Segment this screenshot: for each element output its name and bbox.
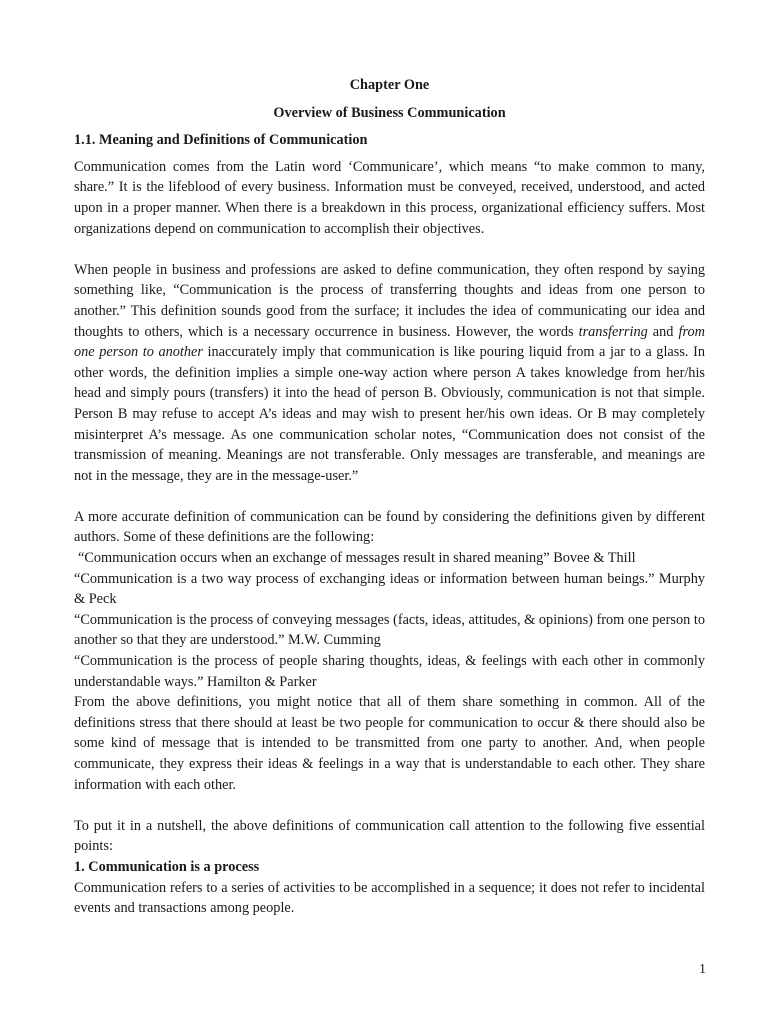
section-heading: 1.1. Meaning and Definitions of Communication [74, 132, 368, 149]
paragraph-latin-origin: Communication comes from the Latin word ‘Communicare’, which means “to make common to many, share.” It is the lifeblood of every business. Information must be conveyed, received, understood, and acted upon in a proper manner. When there is a breakdown in this process, organizational efficiency suffers. Most organizations depend on communication to accomplish their objectives. [74, 158, 705, 237]
point-heading-process: 1. Communication is a process [74, 858, 260, 875]
paragraph-common-points: From the above definitions, you might notice that all of them share something in common. All of the definitions stress that there should at least be two people for communication to occur & there should also be some kind of message that is intended to be transmitted from one party to another. And, when people communicate, they express their ideas & feelings in a way that is understandable to each other. They share information with each other. [74, 694, 705, 793]
definition-cumming: “Communication is the process of conveying messages (facts, ideas, attitudes, & opinions) from one person to another so that they are understood.” M.W. Cumming [74, 611, 705, 649]
paragraph-text: inaccurately imply that communication is like pouring liquid from a jar to a glass. In other words, the definition implies a simple one-way action where person A takes knowledge from her/his head and simply pours (transfers) it into the head of person B. Obviously, communication is not that simple. Person B may refuse to accept A’s ideas and may wish to present her/his own ideas. Or B may completely misinterpret A’s message. As one communication scholar notes, “Communication does not consist of the transmission of meaning. Meanings are not transferable. Only messages are transferable, and meanings are not in the message, they are in the message-user.” [74, 344, 705, 484]
paragraph-text: When people in business and professions are asked to define communication, they often respond by saying something like, “Communication is the process of transferring thoughts and ideas from one person to another.” This definition sounds good from the surface; it includes the idea of communicating our idea and thoughts to others, which is a necessary occurrence in business. However, the words [74, 261, 705, 340]
chapter-title: Chapter One [349, 77, 430, 93]
paragraph-process: Communication refers to a series of activities to be accomplished in a sequence; it does not refer to incidental events and transactions among people. [74, 879, 705, 917]
page-number: 1 [699, 962, 706, 977]
definition-hamilton-parker: “Communication is the process of people sharing thoughts, ideas, & feelings with each other in commonly understandable ways.” Hamilton & Parker [74, 653, 705, 690]
paragraph-gap [74, 239, 705, 260]
paragraph-gap [74, 486, 705, 507]
chapter-subtitle: Overview of Business Communication [273, 104, 506, 121]
italic-term-one-person: from one person to another [74, 323, 705, 361]
definition-bovee-thill: “Communication occurs when an exchange of messages result in shared meaning” Bovee & Thill [78, 550, 636, 567]
definition-murphy-peck: “Communication is a two way process of exchanging ideas or information between human beings.” Murphy & Peck [74, 570, 705, 608]
paragraph-transfer-definition [74, 260, 705, 487]
paragraph-nutshell: To put it in a nutshell, the above definitions of communication call attention to the following five essential points: [74, 817, 705, 855]
paragraph-text: and [647, 323, 679, 340]
italic-term-transferring: transferring [578, 323, 648, 340]
paragraph-gap [74, 795, 705, 816]
paragraph-definitions-intro: A more accurate definition of communication can be found by considering the definitions given by different authors. Some of these definitions are the following: [74, 508, 705, 546]
